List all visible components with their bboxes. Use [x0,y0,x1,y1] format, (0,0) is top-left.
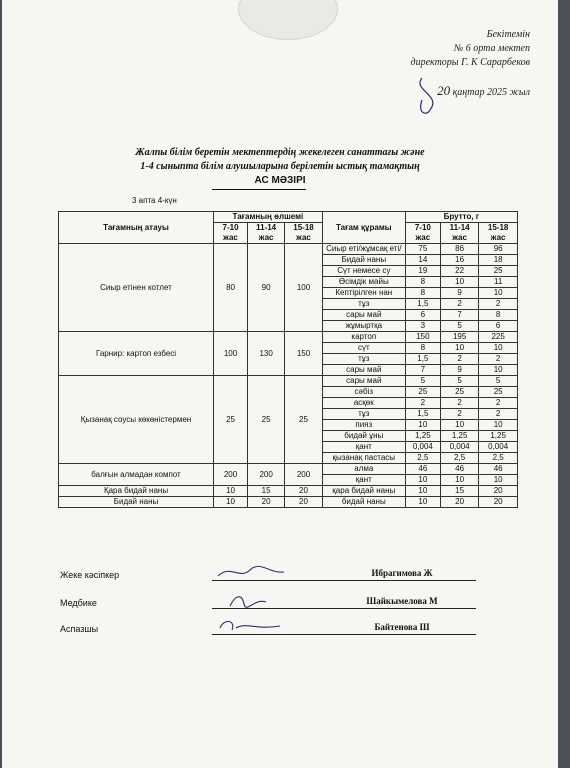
entrepreneur-signature [210,562,290,582]
header-gross-age1: 7-10 жас [405,223,440,244]
gross-value: 3 [405,321,440,332]
table-row [59,332,518,343]
portion-size: 20 [285,486,323,497]
portion-size: 20 [248,497,285,508]
header-gross: Брутто, г [405,212,517,223]
title-line-1: Жалпы білім беретін мектептердің жекелеген санаттағы және [135,147,425,158]
gross-value: 2 [479,354,518,365]
portion-size: 10 [214,497,248,508]
nurse-signature [210,590,290,610]
gross-value: 8 [479,310,518,321]
gross-value: 10 [479,475,518,486]
gross-value: 22 [440,266,478,277]
gross-value: 10 [440,475,478,486]
gross-value: 46 [479,464,518,475]
gross-value: 195 [440,332,478,343]
dish-name: Қара бидай наны [59,486,214,497]
approval-day: 20 [437,83,451,98]
portion-size: 25 [285,376,323,464]
gross-value: 2,5 [440,453,478,464]
ingredient-name: Кептірілген нан [322,288,405,299]
gross-value: 25 [479,266,518,277]
ingredient-name: сүт [322,343,405,354]
gross-value: 8 [405,343,440,354]
gross-value: 5 [405,376,440,387]
gross-value: 96 [479,244,518,255]
gross-value: 10 [479,420,518,431]
ingredient-name: Сүт немесе су [322,266,405,277]
gross-value: 10 [440,277,478,288]
day-label: 3 апта 4-күн [132,196,177,205]
header-portion: Тағамның өлшемі [214,212,323,223]
approval-word: Бекітемін [486,29,530,40]
gross-value: 2 [479,409,518,420]
gross-value: 10 [479,343,518,354]
dish-name: Бидай наны [59,497,214,508]
header-dish: Тағамның атауы [59,212,214,244]
table-row [59,464,518,475]
header-gross-age2: 11-14 жас [440,223,478,244]
gross-value: 20 [479,497,518,508]
gross-value: 14 [405,255,440,266]
ingredient-name: қант [322,442,405,453]
menu-table [58,211,518,508]
approval-director: директоры Г. К Сарарбеков [410,57,530,68]
title-underline [212,189,306,190]
gross-value: 10 [440,420,478,431]
gross-value: 9 [440,288,478,299]
gross-value: 25 [440,387,478,398]
gross-value: 1,25 [479,431,518,442]
gross-value: 1,25 [440,431,478,442]
gross-value: 19 [405,266,440,277]
gross-value: 20 [479,486,518,497]
gross-value: 1,5 [405,409,440,420]
gross-value: 86 [440,244,478,255]
dish-name: Гарнир: картоп езбесі [59,332,214,376]
gross-value: 1,5 [405,299,440,310]
header-portion-age1: 7-10 жас [214,223,248,244]
staff-name: Байтенова Ш [374,622,430,632]
table-row [59,244,518,255]
ingredient-name: сары май [322,365,405,376]
portion-size: 90 [248,244,285,332]
cook-signature [210,616,290,636]
title-line-2: 1-4 сыныпта білім алушыларына берілетін ыстық тамақтың [140,161,420,172]
staff-role: Жеке кәсіпкер [60,570,120,580]
gross-value: 10 [479,288,518,299]
gross-value: 9 [440,365,478,376]
table-row [59,376,518,387]
table-row [59,497,518,508]
ingredient-name: жұмыртқа [322,321,405,332]
gross-value: 75 [405,244,440,255]
portion-size: 100 [214,332,248,376]
gross-value: 10 [405,497,440,508]
approval-date: қаңтар 2025 жыл [452,87,530,98]
gross-value: 1,5 [405,354,440,365]
ingredient-name: Сиыр еті/жұмсақ еті/ [322,244,405,255]
gross-value: 2 [440,409,478,420]
ingredient-name: сары май [322,310,405,321]
gross-value: 2 [440,299,478,310]
portion-size: 150 [285,332,323,376]
gross-value: 7 [440,310,478,321]
gross-value: 25 [479,387,518,398]
header-gross-age3: 15-18 жас [479,223,518,244]
gross-value: 16 [440,255,478,266]
gross-value: 10 [440,343,478,354]
gross-value: 0,004 [440,442,478,453]
header-portion-age3: 15-18 жас [285,223,323,244]
portion-size: 100 [285,244,323,332]
gross-value: 5 [440,321,478,332]
gross-value: 15 [440,486,478,497]
portion-size: 200 [214,464,248,486]
gross-value: 11 [479,277,518,288]
ingredient-name: картоп [322,332,405,343]
gross-value: 0,004 [405,442,440,453]
gross-value: 18 [479,255,518,266]
portion-size: 200 [248,464,285,486]
header-portion-age2: 11-14 жас [248,223,285,244]
ingredient-name: қант [322,475,405,486]
ingredient-name: пияз [322,420,405,431]
staff-name: Ибрагимова Ж [371,568,433,578]
gross-value: 8 [405,288,440,299]
gross-value: 150 [405,332,440,343]
gross-value: 225 [479,332,518,343]
gross-value: 6 [405,310,440,321]
staff-role: Аспазшы [60,624,99,634]
ingredient-name: алма [322,464,405,475]
gross-value: 5 [479,376,518,387]
portion-size: 20 [285,497,323,508]
ingredient-name: тұз [322,299,405,310]
gross-value: 0,004 [479,442,518,453]
gross-value: 46 [440,464,478,475]
director-signature [382,70,472,120]
ingredient-name: Өсімдік майы [322,277,405,288]
portion-size: 130 [248,332,285,376]
gross-value: 25 [405,387,440,398]
ingredient-name: Бидай наны [322,255,405,266]
approval-school: № 6 орта мектеп [453,43,530,54]
header-composition: Тағам құрамы [322,212,405,244]
title-line-3: АС МӘЗІРІ [254,175,306,186]
gross-value: 8 [405,277,440,288]
portion-size: 25 [214,376,248,464]
portion-size: 25 [248,376,285,464]
gross-value: 6 [479,321,518,332]
gross-value: 5 [440,376,478,387]
table-row [59,486,518,497]
portion-size: 15 [248,486,285,497]
ingredient-name: қара бидай наны [322,486,405,497]
dish-name: Қызанақ соусы көкөністермен [59,376,214,464]
gross-value: 10 [479,365,518,376]
gross-value: 2,5 [479,453,518,464]
portion-size: 200 [285,464,323,486]
ingredient-name: сәбіз [322,387,405,398]
ingredient-name: бидай ұны [322,431,405,442]
portion-size: 10 [214,486,248,497]
ingredient-name: асқөк [322,398,405,409]
staff-name: Шайкымелова М [366,596,438,606]
ingredient-name: бидай наны [322,497,405,508]
staff-role: Медбике [60,598,97,608]
document-sheet [2,0,558,768]
ingredient-name: тұз [322,354,405,365]
gross-value: 10 [405,420,440,431]
gross-value: 2 [440,354,478,365]
portion-size: 80 [214,244,248,332]
gross-value: 2 [405,398,440,409]
ingredient-name: қызанақ пастасы [322,453,405,464]
gross-value: 10 [405,486,440,497]
gross-value: 2,5 [405,453,440,464]
gross-value: 46 [405,464,440,475]
dish-name: Сиыр етінен котлет [59,244,214,332]
gross-value: 2 [479,299,518,310]
gross-value: 7 [405,365,440,376]
gross-value: 1,25 [405,431,440,442]
gross-value: 2 [479,398,518,409]
ingredient-name: тұз [322,409,405,420]
gross-value: 10 [405,475,440,486]
ingredient-name: сары май [322,376,405,387]
dish-name: балғын алмадан компот [59,464,214,486]
gross-value: 20 [440,497,478,508]
gross-value: 2 [440,398,478,409]
